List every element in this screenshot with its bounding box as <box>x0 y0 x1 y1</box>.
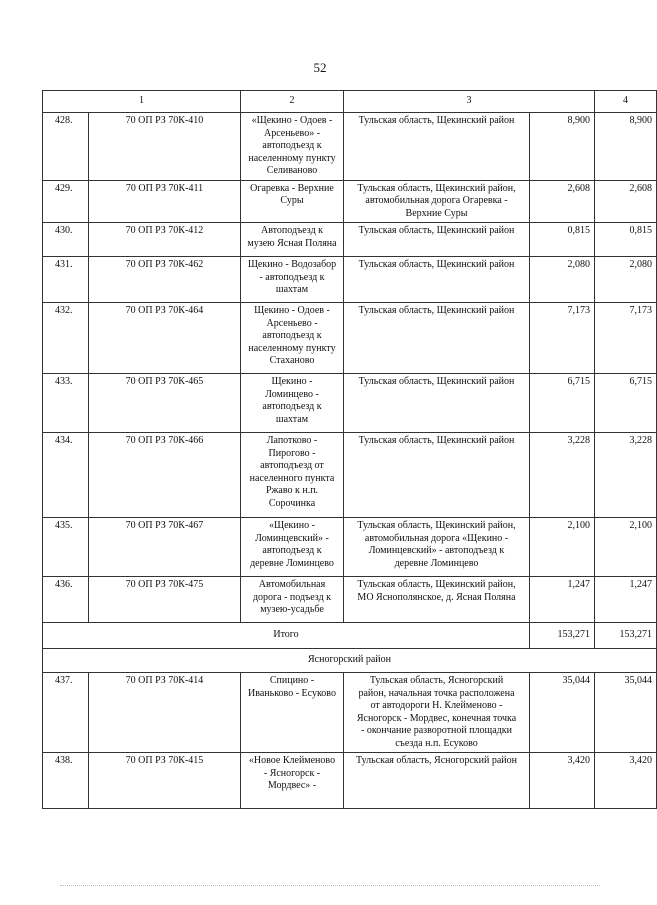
row-number: 436. <box>43 577 89 623</box>
road-code: 70 ОП РЗ 70К-414 <box>89 673 241 753</box>
header-cell-3: 3 <box>344 91 595 113</box>
road-name: «Новое Клейменово - Ясногорск - Мордвес» - <box>241 753 344 809</box>
road-location: Тульская область, Щекинский район, автомобильная дорога Огаревка - Верхние Суры <box>344 180 530 223</box>
road-location: Тульская область, Щекинский район, автомобильная дорога «Щекино - Ломинцевский» - автоподъезд к деревне Ломинцево <box>344 518 530 577</box>
road-location: Тульская область, Щекинский район <box>344 257 530 303</box>
row-number: 431. <box>43 257 89 303</box>
table-row <box>43 303 657 374</box>
table-header-row <box>43 91 657 113</box>
road-location: Тульская область, Ясногорский район <box>344 753 530 809</box>
road-length: 2,608 <box>530 180 595 223</box>
road-length-total: 6,715 <box>595 374 657 433</box>
road-code: 70 ОП РЗ 70К-462 <box>89 257 241 303</box>
road-length-total: 35,044 <box>595 673 657 753</box>
table-row <box>43 518 657 577</box>
row-number: 432. <box>43 303 89 374</box>
road-length: 2,100 <box>530 518 595 577</box>
road-name: «Щекино - Одоев - Арсеньево» - автоподъезд к населенному пункту Селиваново <box>241 113 344 181</box>
road-name: Автомобильная дорога - подъезд к музею-усадьбе <box>241 577 344 623</box>
road-name: Автоподъезд к музею Ясная Поляна <box>241 223 344 257</box>
table-row <box>43 374 657 433</box>
header-cell-2: 2 <box>241 91 344 113</box>
row-number: 434. <box>43 433 89 518</box>
table-row <box>43 113 657 181</box>
table-row <box>43 753 657 809</box>
total-length: 153,271 <box>530 623 595 649</box>
row-number: 435. <box>43 518 89 577</box>
road-length: 6,715 <box>530 374 595 433</box>
row-number: 428. <box>43 113 89 181</box>
road-length: 1,247 <box>530 577 595 623</box>
total-label: Итого <box>43 623 530 649</box>
road-code: 70 ОП РЗ 70К-412 <box>89 223 241 257</box>
road-name: Огаревка - Верхние Суры <box>241 180 344 223</box>
road-location: Тульская область, Ясногорский район, начальная точка расположена от автодороги Н. Клейменово - Ясногорск - Мордвес, конечная точка - окончание разворотной площадки съезда н.п. Есуково <box>344 673 530 753</box>
road-name: «Щекино - Ломинцевский» - автоподъезд к деревне Ломинцево <box>241 518 344 577</box>
total-row <box>43 623 657 649</box>
road-location: Тульская область, Щекинский район <box>344 303 530 374</box>
road-code: 70 ОП РЗ 70К-410 <box>89 113 241 181</box>
row-number: 437. <box>43 673 89 753</box>
page-number: 52 <box>313 60 327 75</box>
road-location: Тульская область, Щекинский район <box>344 374 530 433</box>
road-length-total: 2,100 <box>595 518 657 577</box>
road-code: 70 ОП РЗ 70К-415 <box>89 753 241 809</box>
scan-noise-line <box>60 885 600 888</box>
table-row <box>43 223 657 257</box>
table-row <box>43 180 657 223</box>
road-code: 70 ОП РЗ 70К-465 <box>89 374 241 433</box>
table-row <box>43 433 657 518</box>
header-cell-1: 1 <box>43 91 241 113</box>
road-name: Щекино - Водозабор - автоподъезд к шахтам <box>241 257 344 303</box>
row-number: 429. <box>43 180 89 223</box>
road-length-total: 8,900 <box>595 113 657 181</box>
road-code: 70 ОП РЗ 70К-464 <box>89 303 241 374</box>
section-title: Ясногорский район <box>43 649 657 673</box>
road-name: Щекино - Ломинцево - автоподъезд к шахтам <box>241 374 344 433</box>
road-length-total: 0,815 <box>595 223 657 257</box>
road-length: 3,420 <box>530 753 595 809</box>
road-code: 70 ОП РЗ 70К-467 <box>89 518 241 577</box>
table-row <box>43 673 657 753</box>
section-row <box>43 649 657 673</box>
road-location: Тульская область, Щекинский район <box>344 433 530 518</box>
road-length-total: 2,080 <box>595 257 657 303</box>
road-length: 2,080 <box>530 257 595 303</box>
table-row <box>43 577 657 623</box>
road-length: 0,815 <box>530 223 595 257</box>
road-location: Тульская область, Щекинский район, МО Яснополянское, д. Ясная Поляна <box>344 577 530 623</box>
road-length-total: 7,173 <box>595 303 657 374</box>
road-location: Тульская область, Щекинский район <box>344 223 530 257</box>
road-code: 70 ОП РЗ 70К-411 <box>89 180 241 223</box>
road-length-total: 3,420 <box>595 753 657 809</box>
road-code: 70 ОП РЗ 70К-466 <box>89 433 241 518</box>
road-length: 8,900 <box>530 113 595 181</box>
table-row <box>43 257 657 303</box>
road-length-total: 3,228 <box>595 433 657 518</box>
row-number: 438. <box>43 753 89 809</box>
road-location: Тульская область, Щекинский район <box>344 113 530 181</box>
road-length: 7,173 <box>530 303 595 374</box>
row-number: 433. <box>43 374 89 433</box>
road-length-total: 1,247 <box>595 577 657 623</box>
road-code: 70 ОП РЗ 70К-475 <box>89 577 241 623</box>
row-number: 430. <box>43 223 89 257</box>
header-cell-4: 4 <box>595 91 657 113</box>
road-length: 3,228 <box>530 433 595 518</box>
total-length-2: 153,271 <box>595 623 657 649</box>
road-length: 35,044 <box>530 673 595 753</box>
roads-table <box>42 90 657 809</box>
road-length-total: 2,608 <box>595 180 657 223</box>
road-name: Спицино - Иваньково - Есуково <box>241 673 344 753</box>
road-name: Щекино - Одоев - Арсеньево - автоподъезд к населенному пункту Стаханово <box>241 303 344 374</box>
road-name: Лапотково - Пирогово - автоподъезд от населенного пункта Ржаво к н.п. Сорочинка <box>241 433 344 518</box>
